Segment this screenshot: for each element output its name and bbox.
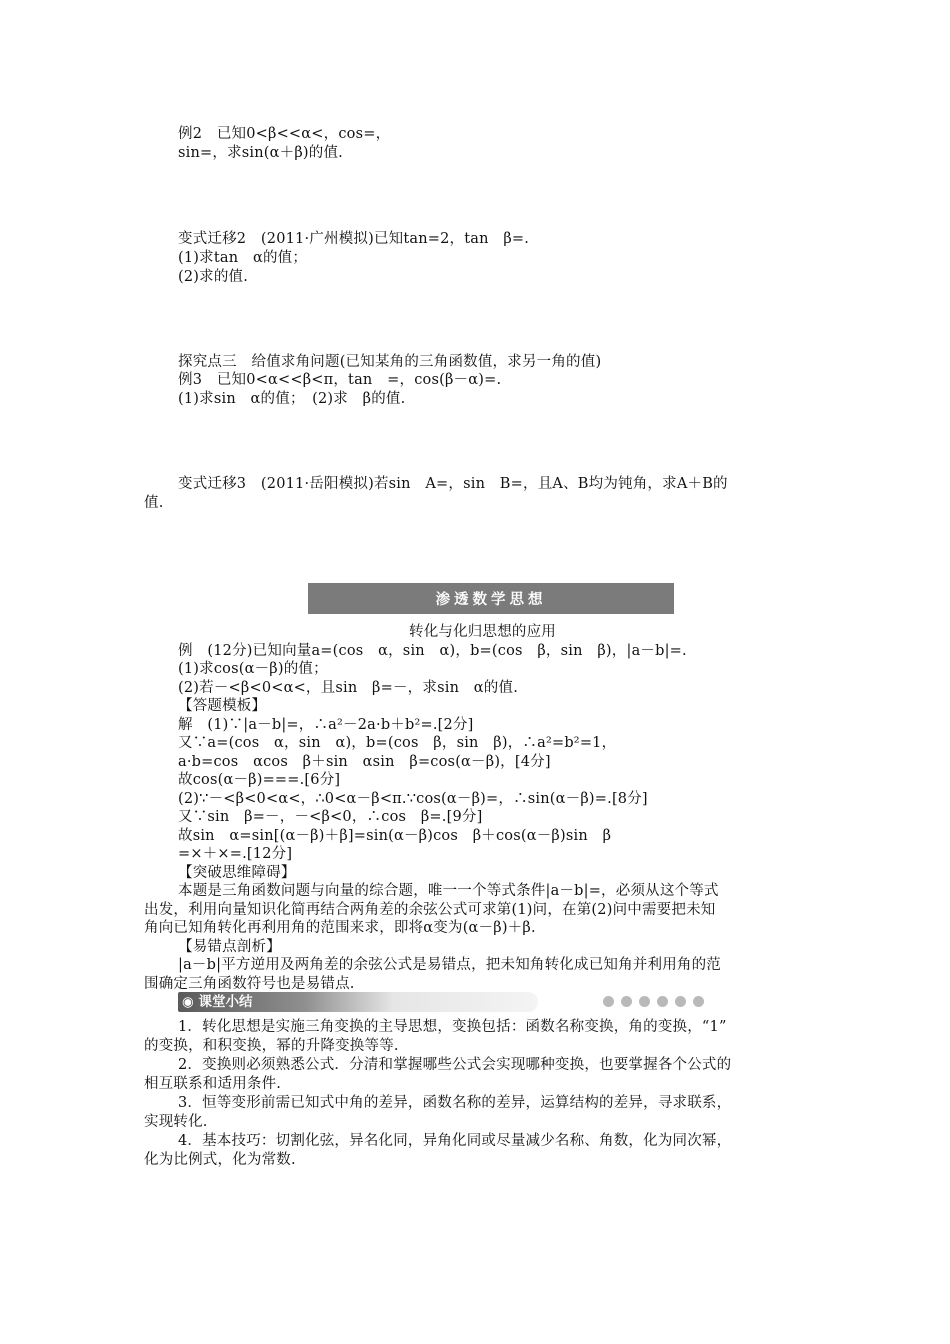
example-line: a·b=cos αcos β＋sin αsin β=cos(α－β)，[4分]: [178, 754, 551, 770]
example-line: (2)∵－<β<0<α<，∴0<α－β<π.∵cos(α－β)=，∴sin(α－β)=.[8分]: [178, 791, 648, 807]
example3-line2: (1)求sin α的值； (2)求 β的值.: [178, 391, 406, 407]
dot-icon: [621, 996, 632, 1007]
variant2-line3: (2)求的值.: [178, 269, 249, 285]
example-line: 解 (1)∵|a－b|=，∴a²－2a·b＋b²=.[2分]: [178, 717, 474, 733]
example3-line1: 例3 已知0<α<<β<π，tan =，cos(β－α)=.: [178, 372, 502, 388]
dot-icon: [603, 996, 614, 1007]
example-line: 本题是三角函数问题与向量的综合题，唯一一个等式条件|a－b|=，必须从这个等式: [178, 883, 719, 899]
point3-title: 探究点三 给值求角问题(已知某角的三角函数值，求另一角的值): [178, 354, 602, 370]
dot-icon: [693, 996, 704, 1007]
summary-line: 实现转化.: [144, 1114, 208, 1130]
example-line: 【突破思维障碍】: [178, 865, 296, 881]
section-banner: [308, 583, 674, 614]
example-line: 又∵sin β=－，－<β<0，∴cos β=.[9分]: [178, 809, 483, 825]
dot-icon: [675, 996, 686, 1007]
variant2-line1: 变式迁移2 (2011·广州模拟)已知tan=2，tan β=.: [178, 231, 530, 247]
example-line: 出发，利用向量知识化简再结合两角差的余弦公式可求第(1)问，在第(2)问中需要把未知: [144, 902, 716, 918]
example-line: 角向已知角转化再利用角的范围来求，即将α变为(α－β)＋β.: [144, 920, 536, 936]
example-line: 又∵a=(cos α，sin α)，b=(cos β，sin β)，∴a²=b²=1，: [178, 735, 617, 751]
example-line: (1)求cos(α－β)的值；: [178, 661, 328, 677]
example-line: 围确定三角函数符号也是易错点.: [144, 976, 355, 992]
summary-line: 4．基本技巧：切割化弦，异名化同，异角化同或尽量减少名称、角数，化为同次幂，: [178, 1133, 732, 1149]
dot-icon: [657, 996, 668, 1007]
variant3-line2: 值.: [144, 495, 164, 511]
example-line: 故cos(α－β)===.[6分]: [178, 772, 341, 788]
summary-label: ◉ 课堂小结: [182, 994, 253, 1010]
example-line: 【答题模板】: [178, 698, 267, 714]
example2-line1: 例2 已知0<β<<α<，cos=，: [178, 126, 391, 142]
summary-line: 2．变换则必须熟悉公式．分清和掌握哪些公式会实现哪种变换，也要掌握各个公式的: [178, 1057, 732, 1073]
summary-line: 化为比例式，化为常数.: [144, 1152, 296, 1168]
variant2-line2: (1)求tan α的值；: [178, 250, 308, 266]
decorative-dots: [603, 996, 704, 1008]
topic-title: 转化与化归思想的应用: [409, 624, 556, 640]
variant3-line1: 变式迁移3 (2011·岳阳模拟)若sin A=，sin B=，且A、B均为钝角，求A＋B的: [178, 476, 728, 492]
example-line: 【易错点剖析】: [178, 939, 281, 955]
dot-icon: [639, 996, 650, 1007]
summary-header: [178, 992, 538, 1012]
example-line: (2)若－<β<0<α<，且sin β=－，求sin α的值.: [178, 680, 519, 696]
summary-line: 1．转化思想是实施三角变换的主导思想，变换包括：函数名称变换，角的变换，“1”: [178, 1019, 727, 1035]
example-line: |a－b|平方逆用及两角差的余弦公式是易错点，把未知角转化成已知角并利用角的范: [178, 957, 721, 973]
example-line: 故sin α=sin[(α－β)＋β]=sin(α－β)cos β＋cos(α－β)sin β: [178, 828, 612, 844]
summary-line: 3．恒等变形前需已知式中角的差异，函数名称的差异，运算结构的差异，寻求联系，: [178, 1095, 732, 1111]
summary-line: 的变换，和积变换，幂的升降变换等等.: [144, 1038, 399, 1054]
summary-line: 相互联系和适用条件.: [144, 1076, 282, 1092]
section-banner-label: 渗透数学思想: [435, 592, 547, 608]
example2-line2: sin=，求sin(α＋β)的值.: [178, 145, 343, 161]
example-line: 例 (12分)已知向量a=(cos α，sin α)，b=(cos β，sin β)，|a－b|=.: [178, 643, 687, 659]
example-line: =×＋×=.[12分]: [178, 846, 293, 862]
